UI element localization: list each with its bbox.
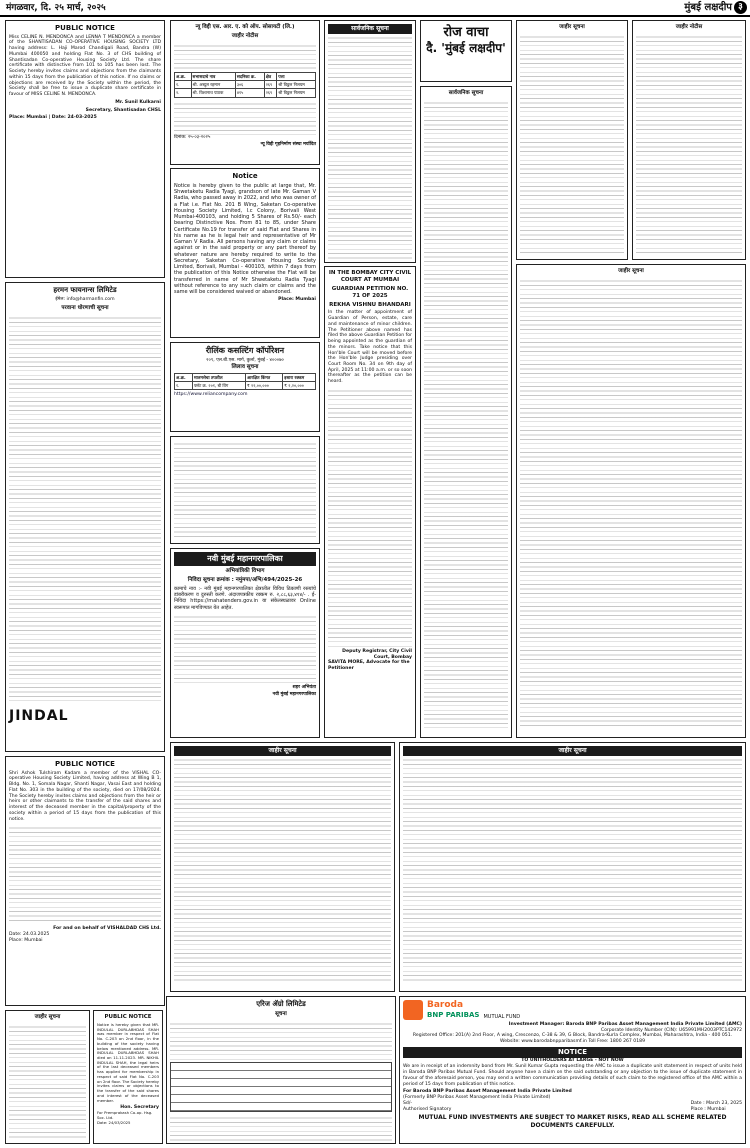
roj-vacha-promo — [420, 20, 512, 82]
baroda-sign-row — [403, 1101, 742, 1112]
cell: २६९ — [264, 81, 277, 89]
jindal-logo: JINDAL — [9, 708, 69, 725]
baroda-footer: MUTUAL FUND INVESTMENTS ARE SUBJECT TO MARKET RISKS, READ ALL SCHEME RELATED DOCUMENTS CAREFULLY. — [418, 1114, 727, 1129]
notice-block-mid — [170, 436, 320, 544]
nmmc-body: कामाचे नाव :- नवी मुंबई महानगरपालिका क्षेत्रातील विविध ठिकाणी रस्त्यांचे डांबरीकरण व दुरुस्ती करणे. अंदाजपत्रकीय रक्कम रु. २,८८,६३,४१४/- . ई-निविदा https://mahatenders.gov.in या संकेतस्थळावर Online स्वरूपात मागविण्यात येत आहेत. — [174, 585, 316, 611]
col-head: पत्ता — [277, 72, 316, 80]
court-advocate: SAVITA MORE, Advocate for the Petitioner — [328, 660, 410, 672]
aries-text — [170, 1020, 392, 1060]
notice-column-6b — [516, 264, 746, 738]
col-head: सदनिका क्र. — [235, 72, 264, 80]
notice-sign: Hon. Secretary — [120, 1105, 159, 1111]
public-notice-vishal — [5, 756, 165, 1006]
notice-date: Date: 24/03/2025 — [97, 1119, 131, 1125]
notice-place: Place: Mumbai — [278, 297, 316, 303]
auction-heading: लिलाव सूचना — [231, 363, 259, 370]
baroda-sign: For Baroda BNP Paribas Asset Management India Private Limited — [403, 1089, 572, 1095]
date-line: मंगळवार, दि. २५ मार्च, २०२५ — [6, 3, 106, 13]
nmmc-title: नवी मुंबई महानगरपालिका — [174, 552, 316, 566]
baroda-cin: Corporate Identity Number (CIN): U65991MH2003PTC142972 — [600, 1027, 742, 1033]
col6b-title: जाहीर सूचना — [618, 268, 644, 274]
col-head: इसारा रक्कम — [283, 373, 316, 381]
aries-title: एरिज ॲग्रो लिमिटेड — [256, 1000, 306, 1008]
society-text — [174, 42, 316, 72]
page-header — [0, 0, 750, 17]
table-row — [175, 81, 316, 89]
notice-column-5 — [420, 86, 512, 738]
section-heading: परवाना धोरणाची सूचना — [61, 305, 109, 312]
notice-text — [174, 440, 316, 540]
society-notice — [170, 20, 320, 165]
notice-text-block — [9, 314, 161, 704]
notice-body: Notice is hereby given that MR. INDULAL DURLABHDAS SHAH was member in respect of Flat No. C-203 on 2nd floor, in the building of the society having below mentioned address. MR. INDULAL DURLABHDAS SHAH died on 11.11.2023. MR. NIKHIL INDULAL SHAH, the legal heirs of the last deceased members has applied for membership in respect of said Flat No. C-203 on 2nd floor. The Society hereby invites claims or objections to the transfer of the said shares and interest of the deceased member. — [97, 1021, 159, 1103]
jahir-suchana-bottom-1 — [170, 742, 395, 992]
baroda-logo — [403, 1000, 742, 1020]
bottom1-title: जाहीर सूचना — [174, 746, 391, 756]
court-case: GUARDIAN PETITION NO. 71 OF 2025 — [331, 285, 409, 299]
navi-mumbai-tender — [170, 548, 320, 738]
nmmc-text — [174, 613, 316, 683]
society-title: न्यू विद्दी एस. आर. ए. को ऑप. सोसायटी (लि.) — [195, 24, 295, 30]
bottom2-text — [403, 756, 742, 984]
cell: श्री. विश्वनाथ पाठक — [191, 89, 235, 97]
nmmc-org: नवी मुंबई महानगरपालिका — [272, 692, 316, 698]
baroda-body: We are in receipt of an indemnity bond from Mr. Sunil Kumar Gupta requesting the AMC to issue a duplicate unit statement in respect of units held in Baroda BNP Paribas Mutual Fund. Should anyone have a claim on the said outstanding or any objection to the issue of duplicate statement in favour of the aforesaid person, you may send a written communication providing details of such claim to the registered office of the AMC within a period of 15 days from publication of this notice. — [403, 1064, 742, 1087]
nmmc-tender-no: निविदा सूचना क्रमांक : नमुंमपा/अभि/494/2025-26 — [187, 576, 303, 583]
cell: २६९ — [264, 89, 277, 97]
public-notice-premprakash — [93, 1010, 163, 1144]
public-notice-shantisadan — [5, 20, 165, 278]
paper-name: मुंबई लक्षदीप — [684, 2, 732, 13]
page-number: ३ — [734, 1, 747, 14]
company-title: हरमन फायनान्स लिमिटेड — [53, 286, 117, 294]
baroda-place: Place : Mumbai — [690, 1106, 726, 1112]
jahir-suchana-small — [5, 1010, 90, 1144]
court-sign: Deputy Registrar, City Civil Court, Bombay — [342, 648, 412, 660]
notice-title: PUBLIC NOTICE — [104, 1014, 152, 1020]
col7-title: जाहीर नोटीस — [675, 24, 703, 30]
notice-column-6 — [516, 20, 628, 260]
notice-body: Miss CELINE N. MENDONCA and LENNA T MENDONCA a member of the SHANTISADAN CO-OPERATIVE HOUSING SOCIETY LTD having address: L. Haji Marod Chandigali Road, Bandra (W) Mumbai 400050 and holding Flat No. 3 of CHS building of Shantisadan Co-operative Housing Society Ltd. The share certificate with distinctive from 101 to 105 has been lost. The Society hereby invites claims and objections from the claimants within 15 days from the publication of this notice. If no claims or objections are received by the Society within the period, the Society shall be free to issue a duplicate share certificate in favour of MISS CELINE N. MENDONCA. — [9, 34, 161, 98]
notice-signer: Mr. Sunil Kulkarni — [115, 99, 161, 105]
company-website[interactable]: https://www.reliancompany.com — [174, 392, 248, 398]
baroda-office: Registered Office: 201(A) 2nd Floor, A wing, Crescenzo, C-38 & 39, G Block, Bandra-Kurla Complex, Mumbai, Maharashtra, India - 400 051. Website: www.barodabnpparibasmf.in Toll Free: 1800 267 0189 — [412, 1033, 733, 1045]
nmmc-dept: अभियांत्रिकी विभाग — [225, 568, 265, 574]
baroda-date: Date : March 23, 2025 — [690, 1100, 742, 1106]
small-title: जाहीर सूचना — [34, 1014, 61, 1020]
jahir-suchana-bottom-2 — [399, 742, 746, 992]
cell: श्री. अब्दुल रहमान — [191, 81, 235, 89]
society-date: दिनांक: २५-०३-२०२५ — [174, 134, 211, 140]
court-petitioner: REKHA VISHNU BHANDARI — [329, 301, 411, 308]
cell: ₹ २२,००,००० — [246, 381, 283, 389]
notice-place-date: Place: Mumbai | Date: 24-03-2025 — [9, 115, 97, 121]
small-text — [9, 1023, 86, 1141]
aries-text-2 — [170, 1114, 392, 1144]
company-address: २०९, एल.बी.एस. मार्ग, कुर्ला, मुंबई - ४०००७० — [206, 358, 284, 363]
notice-text — [9, 824, 161, 924]
brand-1: Baroda — [427, 1000, 464, 1010]
cell: श्री विठ्ठल निलयम — [277, 89, 316, 97]
notice-column-7 — [632, 20, 746, 260]
notice-radia — [170, 168, 320, 338]
brand-3: MUTUAL FUND — [483, 1013, 521, 1020]
notice-date: Date: 24.03.2025 — [9, 932, 50, 938]
baroda-sig: Sd/- — [403, 1100, 413, 1106]
company-email: ईमेल: info@harmanfin.com — [55, 296, 115, 302]
company-title: रीलिंक कसल्टिंग कॉर्पोरेशन — [205, 346, 285, 355]
notice-title: PUBLIC NOTICE — [55, 24, 115, 32]
cell: १. — [175, 381, 193, 389]
col-head: आरक्षित किंमत — [246, 373, 283, 381]
society-table — [174, 72, 316, 98]
harman-finance-notice — [5, 282, 165, 752]
court-text — [328, 387, 412, 647]
sarvajanik-title: सार्वजनिक सूचना — [328, 24, 412, 34]
brand-2: BNP PARIBAS — [427, 1011, 480, 1020]
court-notice — [324, 266, 416, 738]
col-head: क्षेत्र — [264, 72, 277, 80]
society-footer: न्यू विद्दी गृहनिर्माण संस्था मर्यादित — [260, 142, 316, 148]
col7-text — [636, 33, 742, 253]
society-subtitle: जाहीर नोटीस — [231, 32, 259, 39]
cell: फ्लॅट क्र. २०१, बी विंग — [192, 381, 245, 389]
aries-agro-notice — [166, 996, 396, 1144]
sarvajanik-notice — [324, 20, 416, 263]
baroda-bnp-notice — [399, 996, 746, 1144]
col5-title: सार्वजनिक सूचना — [448, 90, 484, 96]
notice-sign: For and on behalf of VISHALDAD CHS Ltd. — [53, 926, 161, 932]
court-title: IN THE BOMBAY CITY CIVIL COURT AT MUMBAI — [328, 270, 412, 283]
notice-title: PUBLIC NOTICE — [55, 760, 115, 768]
cell: १. — [175, 81, 192, 89]
nmmc-sign: शहर अभियंता — [292, 684, 316, 690]
cell: २. — [175, 89, 192, 97]
table-row — [175, 381, 316, 389]
notice-body: Shri Ashok Tulshiram Kadam a member of the VISHAL CO-operative Housing Society Limited, having address at Wing B 1, Bldg. No. 1, Somala Nagar, Shanti Nagar, Vasai East and holding Flat No. 303 in the building of the society, died on 17/08/2024. The Society hereby invites claims and objections from the heir or heirs or other claimants to the transfer of the said shares and interest of the deceased member in the capital/property of the society within a period of 15 days from the publication of this notice. — [9, 770, 161, 822]
promo-line-1: रोज वाचा — [443, 25, 489, 40]
baroda-sub-sign: (Formerly BNP Paribas Asset Management India Private Limited) — [403, 1095, 551, 1101]
baroda-auth: Authorised Signatory — [403, 1106, 452, 1112]
col6-text — [520, 33, 624, 253]
notice-title: Notice — [232, 172, 258, 180]
bottom2-title: जाहीर सूचना — [403, 746, 742, 756]
notice-role: Secretary, Shantisadan CHSL — [85, 107, 161, 113]
cell: ४१५ — [235, 89, 264, 97]
table-row — [175, 89, 316, 97]
col-head: सभासदाचे नाव — [191, 72, 235, 80]
promo-line-2: दै. 'मुंबई लक्षदीप' — [426, 41, 506, 56]
aries-heading: सूचना — [275, 1010, 287, 1017]
notice-place: Place: Mumbai — [9, 937, 43, 943]
bottom1-text — [174, 756, 391, 984]
baroda-notice-title: NOTICE — [403, 1047, 742, 1058]
col6b-text — [520, 277, 742, 729]
cell: श्री विठ्ठल निलयम — [277, 81, 316, 89]
notice-body: Notice is hereby given to the public at large that, Mr. Shwetaketu Radia Tyagi, grandson of late Mr. Gaman V Radia, who passed away in 2022, and who was owner of a Flat i.e. Flat No. 201 B Wing, Saketan Co-operative Housing Society Limited, I.c Colony, Borivali West Mumbai-400103, and holding 5 Shares of Rs.50/- each bearing Distinctive Nos. From 81 to 85, under Share Certificate No.19 for transfer of said Flat and Shares in his name as he is legal heir and representative of Mr Gaman V Radia. All persons having any claim or claims against or in the said property or any part thereof by whatever nature are hereby required to write to the Secretary, Saketan Co-operative Housing Society Limited, Borivali, Mumbai - 400103, within 7 days from the publication of this Notice otherwise the Flat will be transferred in name of Mr Shwetaketu Radia Tyagi without reference to any such claim or claims and the same will be considered waived or abandoned. — [174, 182, 316, 295]
court-body: In the matter of appointment of Guardian of Person, estate, care and maintenance of minor children. The Petitioner above named has filed the above Guardian Petition for being appointed as the guardian of the minors. Take notice that this Hon'ble Court will be moved before the Hon'ble Judge presiding over Court Room No. 34 on 9th day of April, 2025 at 11:00 a.m. or so soon thereafter as the petition can be heard. — [328, 310, 412, 385]
col5-text — [424, 99, 508, 729]
col-head: अ.क्र. — [175, 373, 193, 381]
cell: ₹ २,२०,००० — [283, 381, 316, 389]
sarvajanik-text — [328, 34, 412, 259]
baroda-logo-icon — [403, 1000, 423, 1020]
baroda-notice-sub: TO UNITHOLDERS AT LARGE - NOT NOW — [521, 1057, 624, 1063]
aries-table — [170, 1062, 392, 1112]
society-text-2 — [174, 100, 316, 135]
cell: ३०६ — [235, 81, 264, 89]
col6-title: जाहीर सूचना — [559, 24, 585, 30]
notice-org: For Premprakash Co-op. Hsg. Soc. Ltd. — [97, 1110, 153, 1120]
baroda-manager: Investment Manager: Baroda BNP Paribas Asset Management India Private Limited (AMC) — [508, 1022, 742, 1027]
col-head: अ.क्र. — [175, 72, 192, 80]
auction-table — [174, 373, 316, 391]
consulting-auction-notice — [170, 342, 320, 432]
col-head: मालमत्तेचा तपशील — [192, 373, 245, 381]
